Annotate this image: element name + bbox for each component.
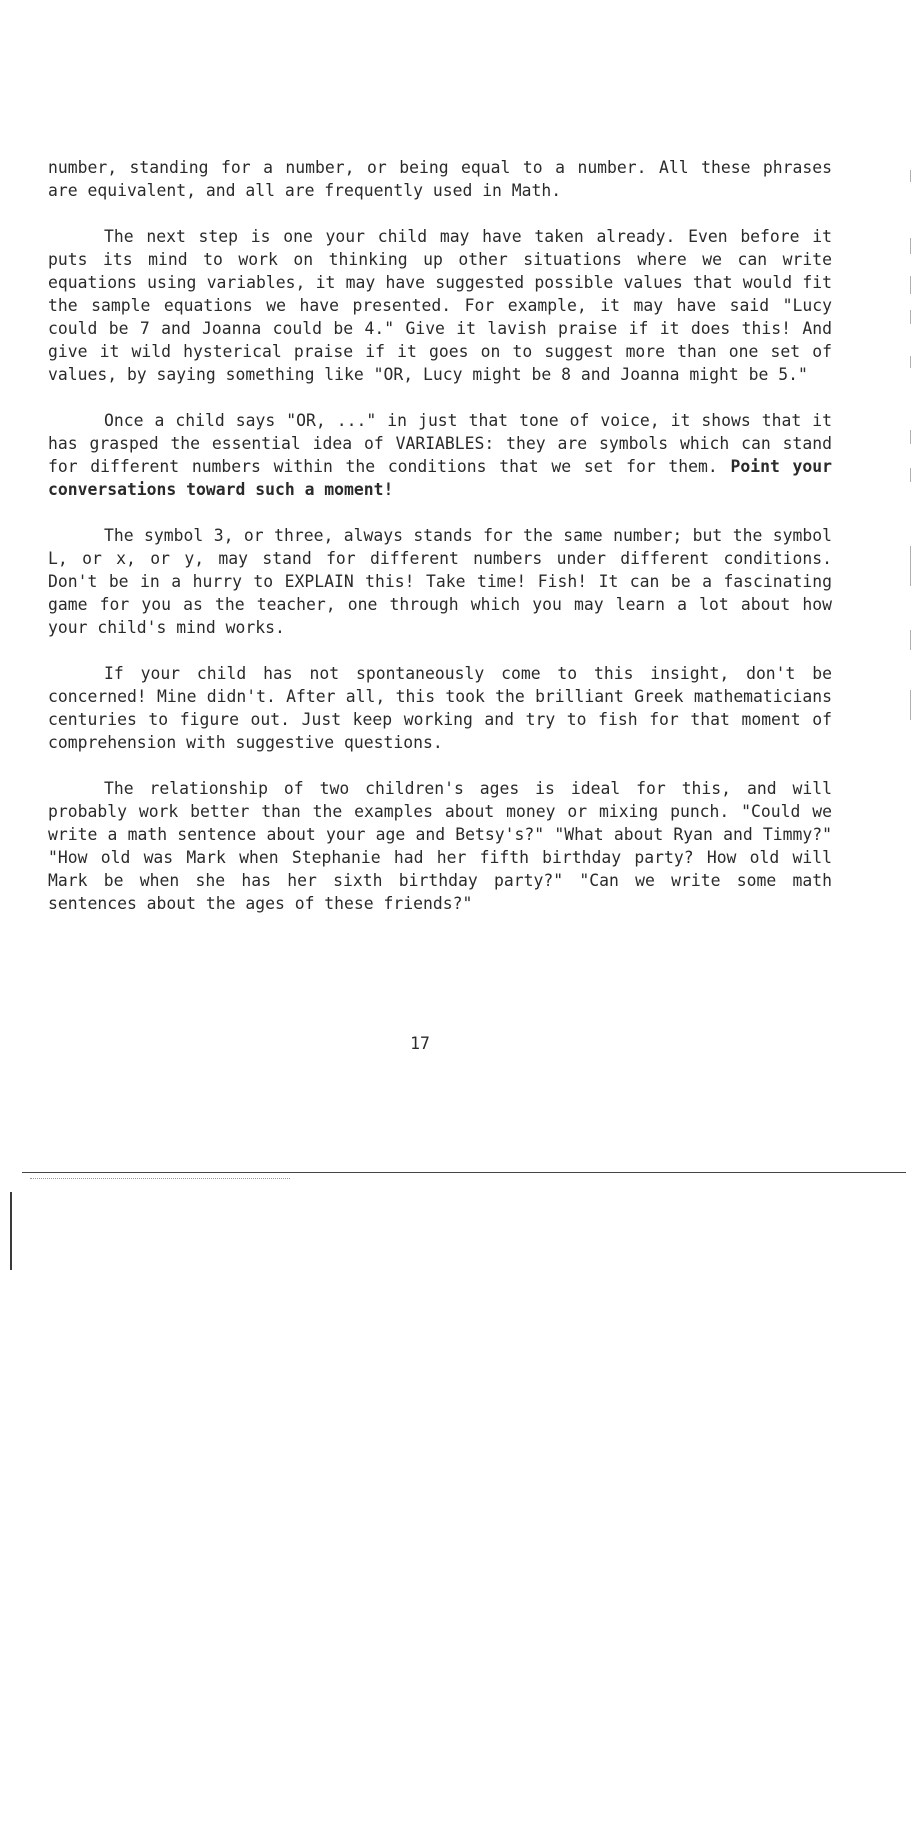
paragraph-symbol: The symbol 3, or three, always stands for the same number; but the symbol L, or x, or y, may stand for different numbers under different conditions. Don't be in a hurry to EXPLAIN this! Take time! Fish! It can be a fascinating game for you as the teacher, one through which you may learn a lot about how your child's mind works. [48,526,832,637]
scan-speck [910,356,911,368]
paragraph-continuation: number, standing for a number, or being equal to a number. All these phrases are equivalent, and all are frequently used in Math. [48,158,832,200]
paragraph-insight: If your child has not spontaneously come to this insight, don't be concerned! Mine didn't. After all, this took the brilliant Greek mathematicians centuries to figure out. Just keep working and try to fish for that moment of comprehension with suggestive questions. [48,664,832,752]
paragraph-variables-emphasis: Point your conversations toward such a moment! [48,457,832,499]
scan-speck [910,310,911,324]
paragraph-next-step: The next step is one your child may have taken already. Even before it puts its mind to work on thinking up other situations where we can write equations using variables, it may have suggested possible values that would fit the sample equations we have presented. For example, it may have said "Lucy could be 7 and Joanna could be 4." Give it lavish praise if it does this! And give it wild hysterical praise if it goes on to suggest more than one set of values, by saying something like "OR, Lucy might be 8 and Joanna might be 5." [48,227,832,384]
scan-noise-dots [30,1178,290,1183]
body-text [48,156,832,938]
paragraph-variables-text: Once a child says "OR, ..." in just that tone of voice, it shows that it has grasped the essential idea of VARIABLES: they are symbols which can stand for different numbers within the conditions that we set for them. [48,411,832,476]
paragraph-variables [48,409,832,501]
scan-speck [910,690,911,720]
scan-speck [910,468,911,482]
scan-speck [910,546,911,586]
page-bottom-rule [22,1172,906,1173]
scan-speck [910,630,911,650]
scan-speck [910,238,911,254]
paragraph-ages: The relationship of two children's ages is ideal for this, and will probably work better than the examples about money or mixing punch. "Could we write a math sentence about your age and Betsy's?" "What about Ryan and Timmy?" "How old was Mark when Stephanie had her fifth birthday party? How old will Mark be when she has her sixth birthday party?" "Can we write some math sentences about the ages of these friends?" [48,779,832,913]
scan-speck [910,276,911,294]
scan-margin-bar [10,1192,12,1270]
scan-speck [910,170,911,182]
scan-speck [910,430,911,444]
page-number: 17 [410,1034,430,1053]
